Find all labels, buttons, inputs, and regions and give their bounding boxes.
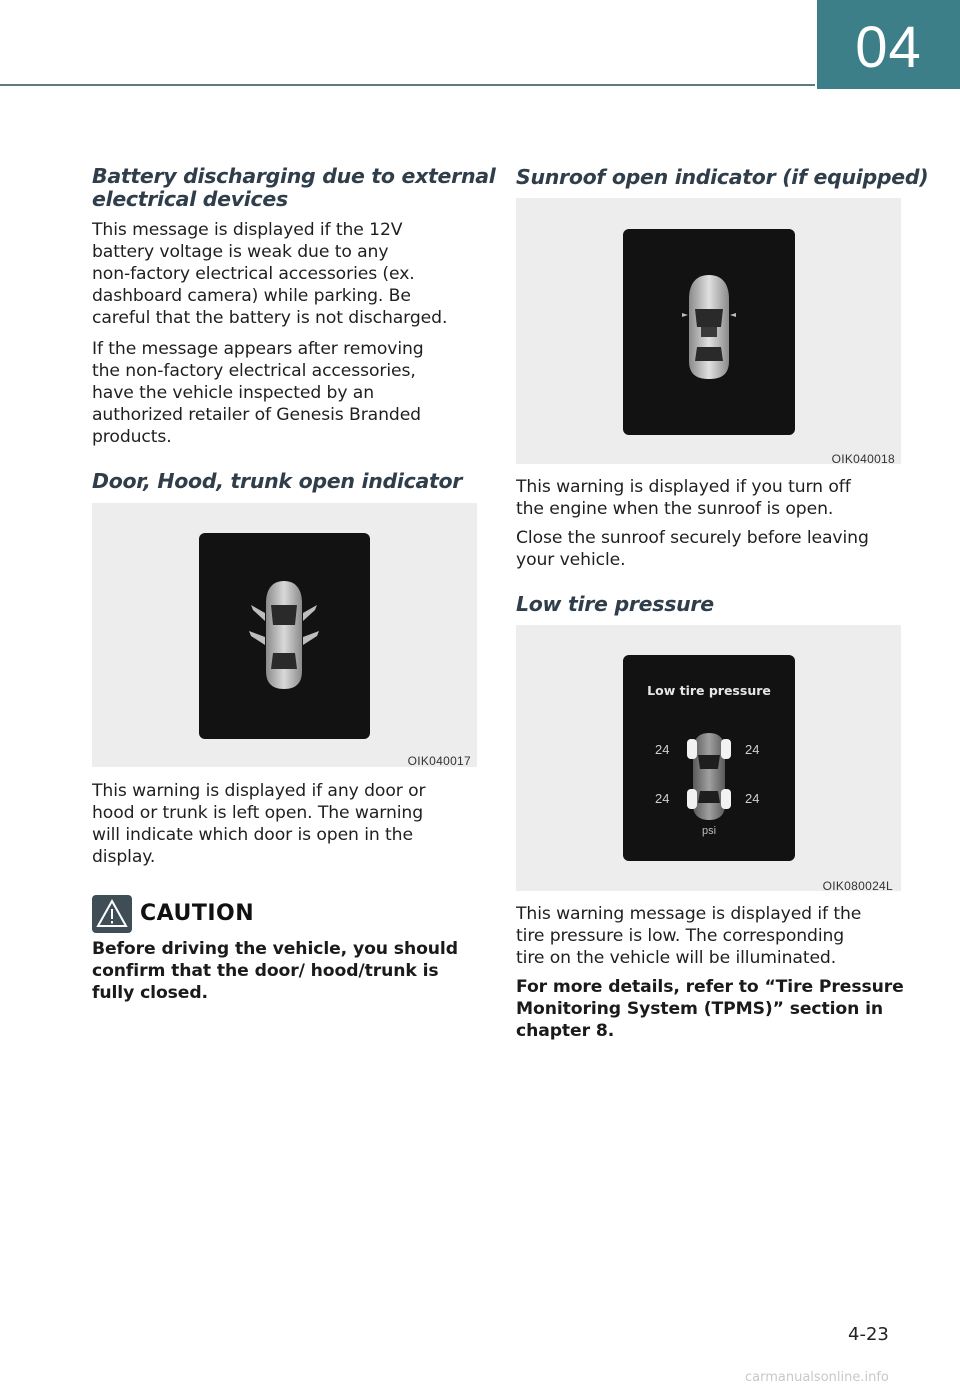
- caution-title: CAUTION: [140, 901, 255, 926]
- tire-figure: [516, 625, 901, 891]
- car-sunroof-icon: [623, 229, 795, 435]
- tire-pressure-rear-right: 24: [745, 791, 760, 806]
- page-number: 4-23: [848, 1324, 889, 1345]
- door-display: [199, 533, 370, 739]
- chapter-tab: [817, 0, 960, 89]
- tire-display: [623, 655, 795, 861]
- caution-warning-icon: [92, 895, 132, 933]
- sunroof-display: [623, 229, 795, 435]
- figure-code: OIK040018: [831, 452, 895, 466]
- door-paragraph: This warning is displayed if any door or hood or trunk is left open. The warning will indicate which door is open in the display.: [92, 781, 426, 867]
- sunroof-figure: [516, 198, 901, 464]
- figure-code: OIK040017: [407, 754, 471, 768]
- sunroof-heading: Sunroof open indicator (if equipped): [516, 165, 929, 189]
- figure-code: OIK080024L: [822, 879, 893, 893]
- battery-heading: Battery discharging due to external electrical devices: [92, 164, 496, 211]
- battery-paragraph-1: This message is displayed if the 12V battery voltage is weak due to any non-factory electrical accessories (ex. dashboard camera) while parking. Be careful that the battery is not discharged.: [92, 220, 448, 328]
- caution-text: Before driving the vehicle, you should confirm that the door/ hood/trunk is fully closed.: [92, 939, 458, 1003]
- tire-paragraph-2: For more details, refer to “Tire Pressure Monitoring System (TPMS)” section in chapter 8.: [516, 977, 904, 1041]
- tire-paragraph-1: This warning message is displayed if the tire pressure is low. The corresponding tire on the vehicle will be illuminated.: [516, 904, 862, 968]
- tire-screen-title: Low tire pressure: [647, 683, 771, 698]
- watermark: carmanualsonline.info: [745, 1370, 889, 1385]
- tire-pressure-front-right: 24: [745, 742, 760, 757]
- tire-pressure-rear-left: 24: [655, 791, 670, 806]
- tire-heading: Low tire pressure: [516, 592, 714, 616]
- car-doors-open-icon: [199, 533, 370, 739]
- chapter-number: 04: [855, 15, 922, 80]
- battery-paragraph-2: If the message appears after removing the non-factory electrical accessories, have the vehicle inspected by an authorized retailer of Genesis Branded products.: [92, 339, 424, 447]
- sunroof-paragraph-2: Close the sunroof securely before leaving your vehicle.: [516, 528, 869, 570]
- header-rule: [0, 84, 815, 86]
- sunroof-paragraph-1: This warning is displayed if you turn off the engine when the sunroof is open.: [516, 477, 851, 519]
- door-heading: Door, Hood, trunk open indicator: [92, 469, 463, 493]
- door-figure: [92, 503, 477, 767]
- tire-pressure-front-left: 24: [655, 742, 670, 757]
- tire-pressure-unit: psi: [701, 825, 717, 837]
